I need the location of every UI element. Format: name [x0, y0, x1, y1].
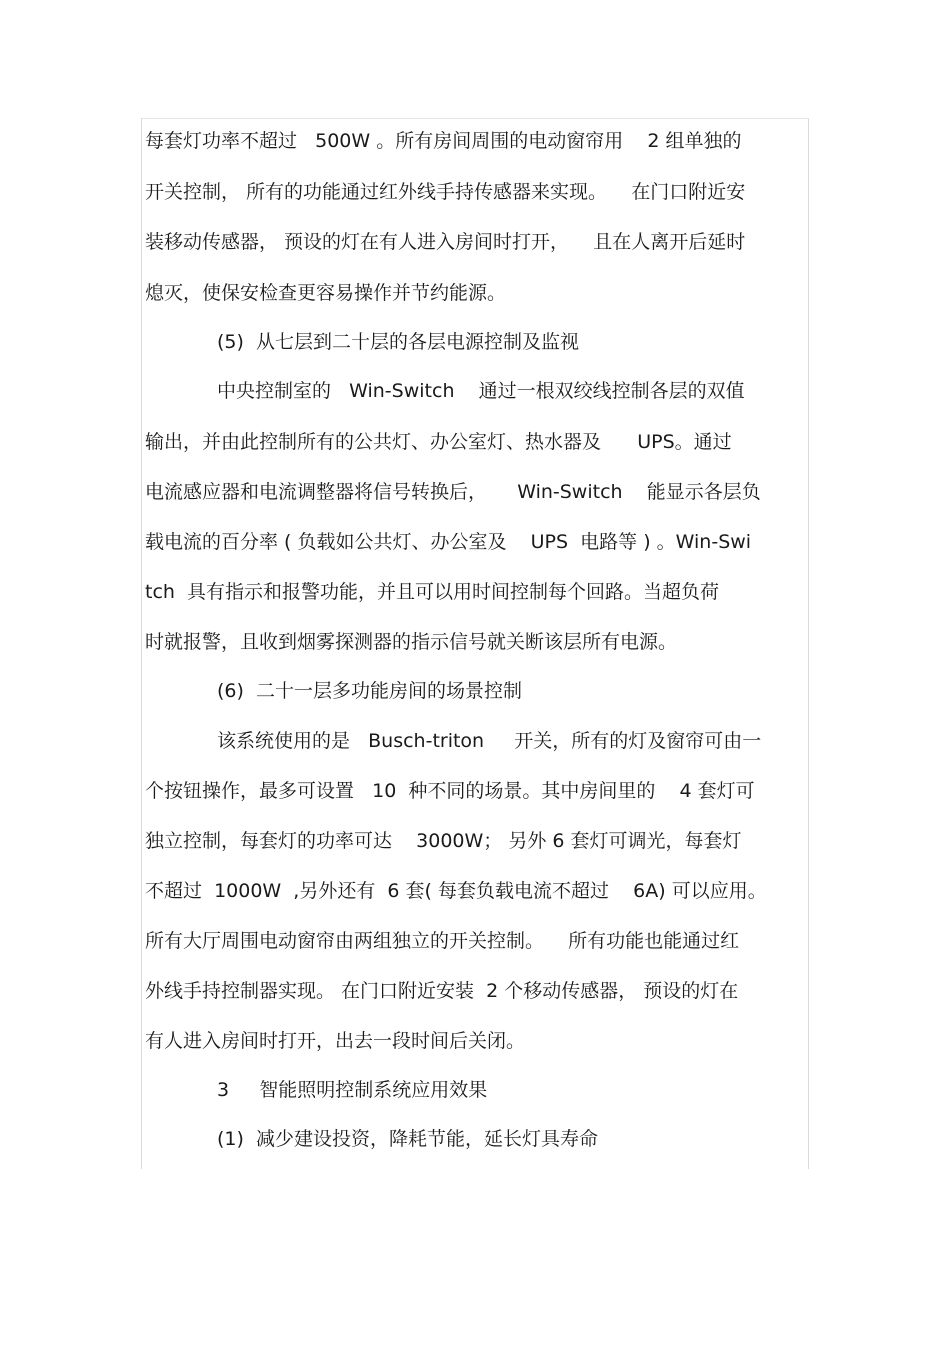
text-line: 载电流的百分率 ( 负载如公共灯、办公室及 UPS 电路等 ) 。Win-Swi [145, 531, 752, 553]
text-line: 中央控制室的 Win-Switch 通过一根双绞线控制各层的双值 [217, 380, 745, 402]
section-heading: (5) 从七层到二十层的各层电源控制及监视 [217, 331, 579, 353]
text-line: 不超过 1000W ,另外还有 6 套( 每套负载电流不超过 6A) 可以应用。 [145, 880, 767, 902]
text-line: 有人进入房间时打开，出去一段时间后关闭。 [145, 1030, 526, 1052]
text-line: 个按钮操作，最多可设置 10 种不同的场景。其中房间里的 4 套灯可 [145, 780, 755, 802]
text-line: 开关控制， 所有的功能通过红外线手持传感器来实现。 在门口附近安 [145, 181, 746, 203]
section-heading: 3 智能照明控制系统应用效果 [217, 1079, 488, 1101]
text-line: 熄灭，使保安检查更容易操作并节约能源。 [145, 282, 507, 304]
text-line: 外线手持控制器实现。 在门口附近安装 2 个移动传感器， 预设的灯在 [145, 980, 739, 1002]
text-line: 每套灯功率不超过 500W 。所有房间周围的电动窗帘用 2 组单独的 [145, 130, 742, 152]
text-line: 时就报警，且收到烟雾探测器的指示信号就关断该层所有电源。 [145, 631, 678, 653]
text-line: 独立控制，每套灯的功率可达 3000W； 另外 6 套灯可调光，每套灯 [145, 830, 742, 852]
text-line: 该系统使用的是 Busch-triton 开关，所有的灯及窗帘可由一 [217, 730, 762, 752]
text-line: 装移动传感器， 预设的灯在有人进入房间时打开， 且在人离开后延时 [145, 231, 746, 253]
text-line: 电流感应器和电流调整器将信号转换后， Win-Switch 能显示各层负 [145, 481, 761, 503]
section-heading: (1) 减少建设投资，降耗节能，延长灯具寿命 [217, 1128, 598, 1150]
text-line: 所有大厅周围电动窗帘由两组独立的开关控制。 所有功能也能通过红 [145, 930, 740, 952]
text-line: tch 具有指示和报警功能，并且可以用时间控制每个回路。当超负荷 [145, 581, 720, 603]
section-heading: (6) 二十一层多功能房间的场景控制 [217, 680, 522, 702]
text-line: 输出，并由此控制所有的公共灯、办公室灯、热水器及 UPS。通过 [145, 431, 732, 453]
